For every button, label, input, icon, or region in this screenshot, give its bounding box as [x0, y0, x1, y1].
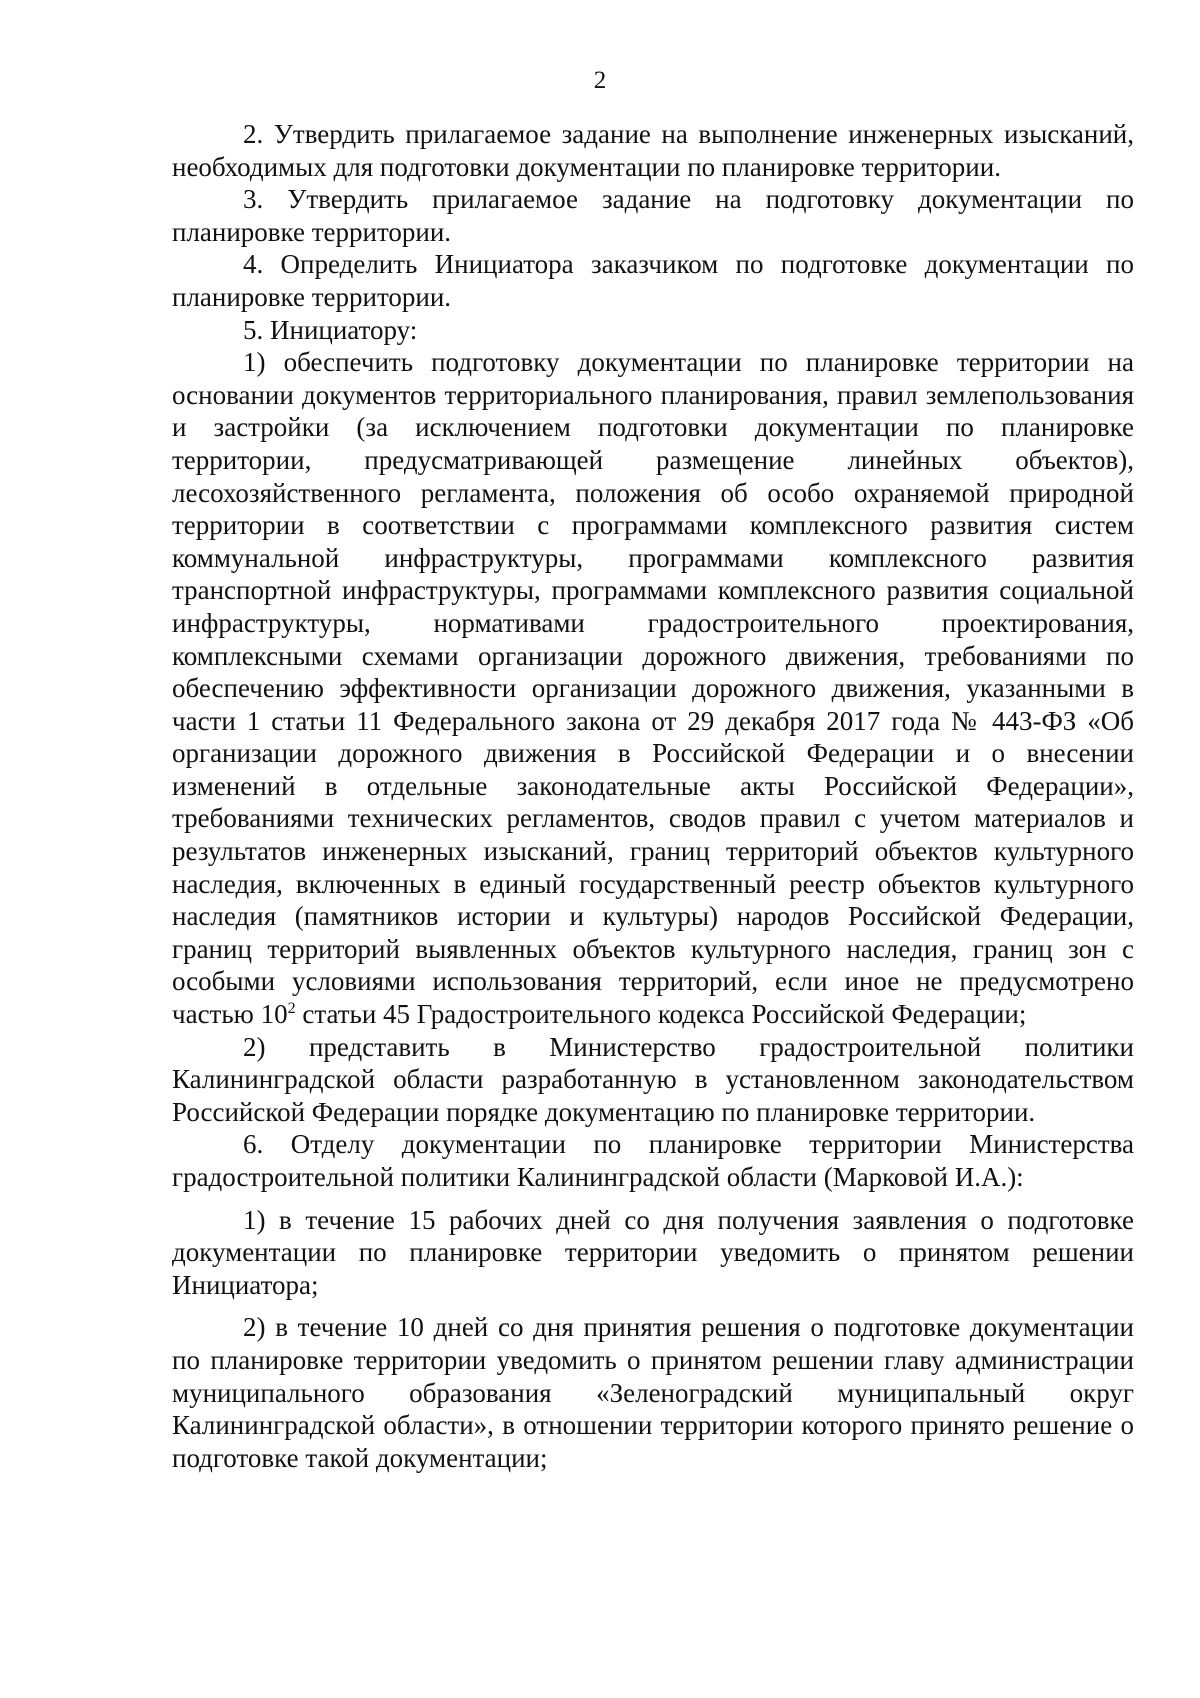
paragraph-2-approve-survey-task: 2. Утвердить прилагаемое задание на выполнение инженерных изысканий, необходимых для подготовки документации по планировке территории. [172, 119, 1134, 182]
paragraph-3-approve-planning-task: 3. Утвердить прилагаемое задание на подготовку документации по планировке территории. [172, 184, 1134, 247]
superscript-2: 2 [287, 1000, 296, 1018]
paragraph-6-department: 6. Отделу документации по планировке территории Министерства градостроительной политики Калининградской области (Марковой И.А.): [172, 1129, 1134, 1192]
page-number: 2 [593, 67, 607, 94]
paragraph-5-initiator: 5. Инициатору: [243, 314, 418, 345]
paragraph-5-1-text: 1) обеспечить подготовку документации по планировке территории на основании документов территориального планирования, правил землепользования и застройки (за исключением подготовки документации по планировке территории, предусматривающей размещение линейных объектов), лесохозяйственного регламента, положения об особо охраняемой природной территории в соответствии с программами комплексного развития систем коммунальной инфраструктуры, программами комплексного развития транспортной инфраструктуры, программами комплексного развития социальной инфраструктуры, нормативами градостроительного проектирования, комплексными схемами организации дорожного движения, требованиями по обеспечению эффективности организации дорожного движения, указанными в части 1 статьи 11 Федерального закона от 29 декабря 2017 года № 443-ФЗ «Об организации дорожного движения в Российской Федерации и о внесении изменений в отдельные законодательные акты Российской Федерации», требованиями технических регламентов, сводов правил с учетом материалов и результатов инженерных изысканий, границ территорий объектов культурного наследия, включенных в единый государственный реестр объектов культурного наследия (памятников истории и культуры) народов Российской Федерации, границ территорий выявленных объектов культурного наследия, границ зон с особыми условиями использования территорий, если иное не предусмотрено частью 10 [172, 347, 1134, 1030]
paragraph-5-1-ensure-preparation [172, 346, 1134, 1030]
paragraph-4-define-customer: 4. Определить Инициатора заказчиком по подготовке документации по планировке территории. [172, 249, 1134, 312]
paragraph-6-1-notify-initiator: 1) в течение 15 рабочих дней со дня получения заявления о подготовке документации по планировке территории уведомить о принятом решении Инициатора; [172, 1204, 1134, 1300]
document-body [172, 118, 1134, 1474]
paragraph-5-2-submit: 2) представить в Министерство градостроительной политики Калининградской области разработанную в установленном законодательством Российской Федерации порядке документацию по планировке территории. [172, 1031, 1134, 1127]
paragraph-5-1-text-end: статьи 45 Градостроительного кодекса Российской Федерации; [295, 999, 1027, 1030]
paragraph-6-2-notify-head: 2) в течение 10 дней со дня принятия решения о подготовке документации по планировке территории уведомить о принятом решении главу администрации муниципального образования «Зеленоградский муниципальный округ Калининградской области», в отношении территории которого принято решение о подготовке такой документации; [172, 1312, 1134, 1473]
